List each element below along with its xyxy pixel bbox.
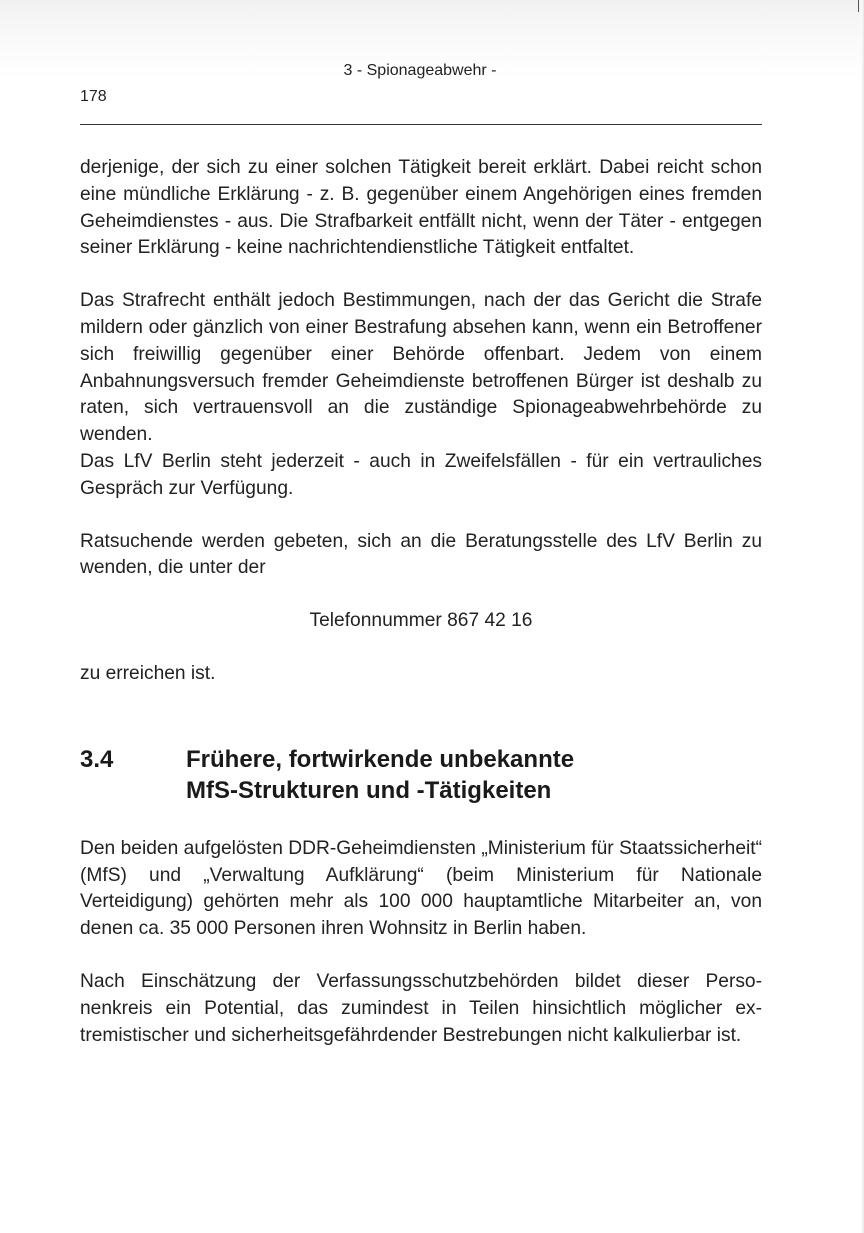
- section-title-line-1: Frühere, fortwirkende unbekannte: [186, 745, 575, 773]
- section-title-line-2: MfS-Strukturen und -Tätigkeiten: [186, 776, 552, 804]
- paragraph-continuation: derjenige, der sich zu einer solchen Tätigkeit bereit erklärt. Dabei reicht schon eine mündliche Erklärung - z. B. gegenüber einem Angehörigen eines fremden Geheimdienstes - aus. Die Strafbarkeit entfällt nicht, wenn der Täter - entgegen seiner Erklärung - keine nachrichtendienstliche Tätigkeit entfaltet.: [80, 157, 762, 259]
- header-divider: [80, 124, 762, 125]
- paragraph-ddr-services: Den beiden aufgelösten DDR-Geheimdiensten „Ministerium für Staatssicherheit“ (MfS) und „Verwaltung Aufklärung“ (beim Ministerium für Nationale Verteidigung) gehörten mehr als 100 000 hauptamtliche Mitarbeiter an, von denen ca. 35 000 Personen ihren Wohnsitz in Berlin haben.: [80, 837, 762, 940]
- paragraph-lfv-offer: Das LfV Berlin steht jederzeit - auch in Zweifelsfällen - für ein vertrauliches Gespräch zur Verfügung.: [80, 450, 762, 499]
- phone-number-line: Telefonnummer 867 42 16: [309, 610, 533, 632]
- section-title: [186, 744, 762, 806]
- paragraph-assessment: Nach Einschätzung der Verfassungsschutzbehörden bildet dieser Personenkreis ein Potential, das zumindest in Teilen hinsichtlich möglicher extremistischer und sicherheitsgefährdender Bestrebungen nicht kalkulierbar ist.: [80, 970, 762, 1046]
- page-number: 178: [80, 88, 107, 105]
- page-body: [80, 155, 762, 1049]
- running-header: 3 - Spionageabwehr -: [343, 62, 497, 79]
- paragraph-advice-center: Ratsuchende werden gebeten, sich an die Beratungsstelle des LfV Berlin zu wenden, die unter der: [80, 530, 762, 579]
- scan-mark: [858, 0, 859, 12]
- section-number: 3.4: [80, 745, 114, 773]
- paragraph-criminal-law: Das Strafrecht enthält jedoch Bestimmungen, nach der das Gericht die Strafe mildern oder gänzlich von einer Bestrafung absehen kann, wenn ein Betroffener sich freiwillig gegenüber einer Behörde offenbart. Jedem von einem Anbahnungsversuch fremder Geheimdienste betroffenen Bürger ist deshalb zu raten, sich vertrauensvoll an die zuständige Spionageabwehrbehörde zu wenden.: [80, 290, 762, 446]
- paragraph-reachable: zu erreichen ist.: [80, 662, 216, 684]
- section-heading: [80, 744, 762, 806]
